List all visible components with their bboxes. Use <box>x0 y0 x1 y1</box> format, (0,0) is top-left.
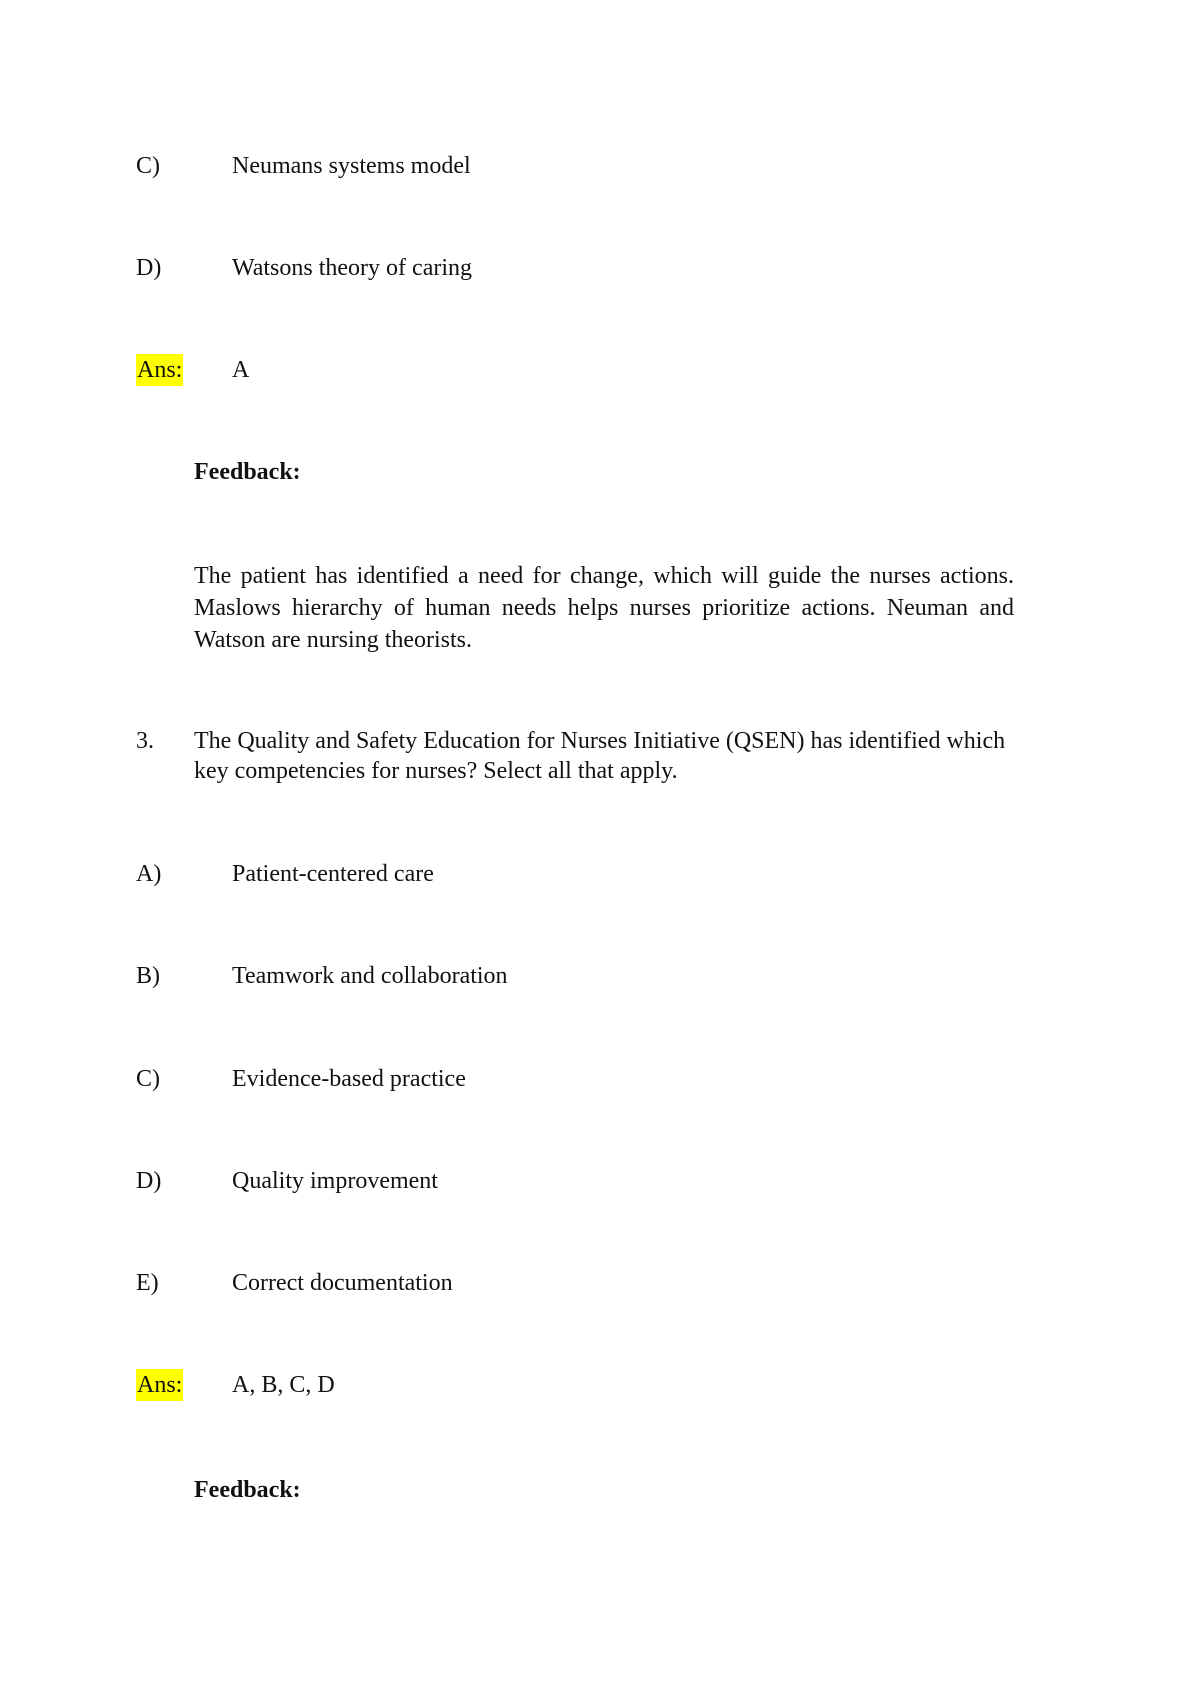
option-label: C) <box>136 153 160 179</box>
question-number: 3. <box>136 728 154 754</box>
option-label: D) <box>136 255 162 281</box>
option-text: Neumans systems model <box>232 153 471 179</box>
option-label: E) <box>136 1270 159 1296</box>
option-text: Correct documentation <box>232 1270 453 1296</box>
question-text: The Quality and Safety Education for Nurses Initiative (QSEN) has identified which key competencies for nurses? Select all that apply. <box>194 728 1006 784</box>
option-text: Quality improvement <box>232 1168 438 1194</box>
option-label: D) <box>136 1168 162 1194</box>
option-label: A) <box>136 861 162 887</box>
feedback-heading: Feedback: <box>194 459 301 485</box>
option-text: Watsons theory of caring <box>232 255 472 281</box>
option-text: Patient-centered care <box>232 861 434 887</box>
answer-value: A, B, C, D <box>232 1372 335 1398</box>
option-text: Evidence-based practice <box>232 1066 466 1092</box>
option-label: B) <box>136 963 160 989</box>
answer-value: A <box>232 357 250 383</box>
answer-label: Ans: <box>136 354 183 386</box>
feedback-heading: Feedback: <box>194 1477 301 1503</box>
feedback-text: The patient has identified a need for change, which will guide the nurses actions. Maslows hierarchy of human needs helps nurses prioritize actions. Neuman and Watson are nursing theorists. <box>194 563 1014 653</box>
option-label: C) <box>136 1066 160 1092</box>
answer-label: Ans: <box>136 1369 183 1401</box>
option-text: Teamwork and collaboration <box>232 963 508 989</box>
